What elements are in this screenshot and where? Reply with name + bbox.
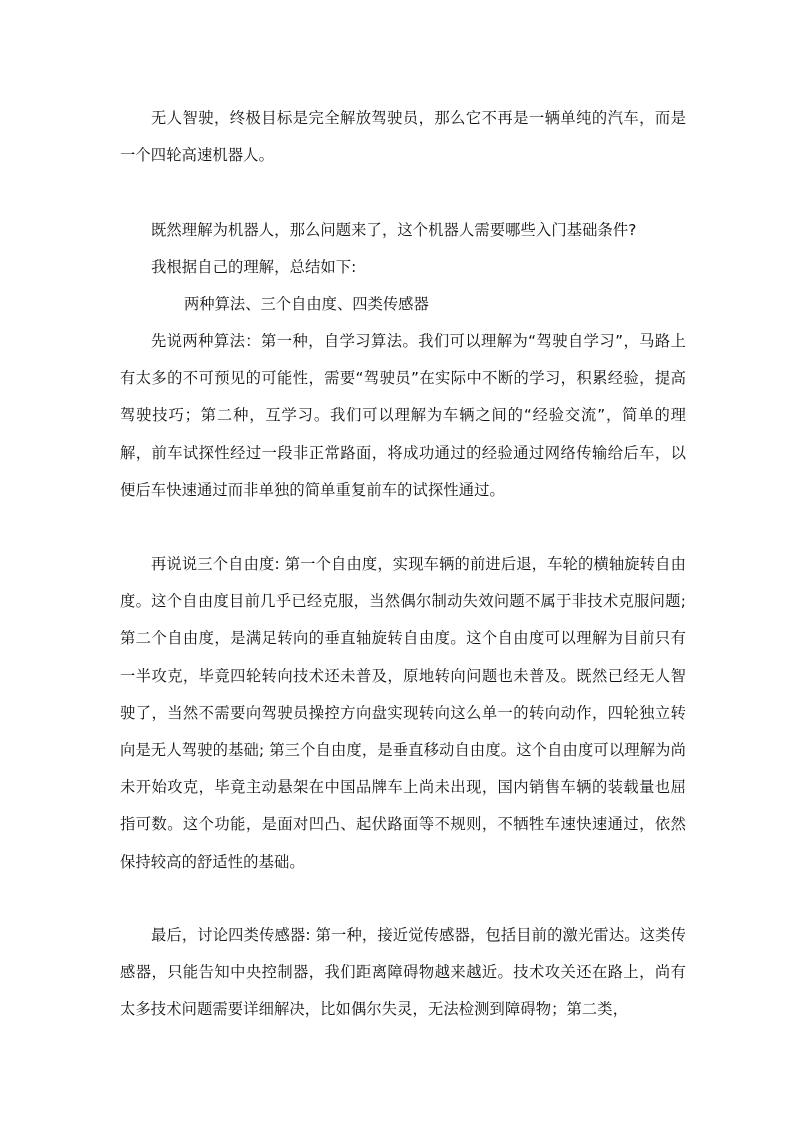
paragraph-question: 既然理解为机器人，那么问题来了，这个机器人需要哪些入门基础条件? <box>151 221 637 239</box>
paragraph-summary-lead: 我根据自己的理解，总结如下: <box>151 258 357 276</box>
paragraph-algorithms: 先说两种算法：第一种，自学习算法。我们可以理解为“驾驶自学习”，马路上有太多的不可预见的可能性，需要“驾驶员”在实际中不断的学习，积累经验，提高驾驶技巧；第二种，互学习。我们可以理解为车辆之间的“经验交流”，简单的理解，前车试探性经过一段非正常路面，将成功通过的经验通过网络传输给后车，以便后车快速通过而非单独的简单重复前车的试探性通过。 <box>120 332 686 499</box>
paragraph-degrees-of-freedom: 再说说三个自由度: 第一个自由度，实现车辆的前进后退，车轮的横轴旋转自由度。这个自由度目前几乎已经克服，当然偶尔制动失效问题不属于非技术克服问题; 第二个自由度，是满足转向的垂直轴旋转自由度。这个自由度可以理解为目前只有一半攻克，毕竟四轮转向技术还未普及，原地转向问题也未普及。既然已经无人智驶了，当然不需要向驾驶员操控方向盘实现转向这么单一的转向动作，四轮独立转向是无人驾驶的基础; 第三个自由度，是垂直移动自由度。这个自由度可以理解为尚未开始攻克，毕竟主动悬架在中国品牌车上尚未出现，国内销售车辆的装载量也屈指可数。这个功能，是面对凹凸、起伏路面等不规则，不牺牲车速快速通过，依然保持较高的舒适性的基础。 <box>120 555 686 871</box>
summary-heading: 两种算法、三个自由度、四类传感器 <box>184 295 429 313</box>
paragraph-sensors: 最后，讨论四类传感器: 第一种，接近觉传感器，包括目前的激光雷达。这类传感器，只能告知中央控制器，我们距离障碍物越来越近。技术攻关还在路上，尚有太多技术问题需要详细解决，比如偶尔失灵，无法检测到障碍物；第二类， <box>120 926 686 1019</box>
paragraph-intro: 无人智驶，终极目标是完全解放驾驶员，那么它不再是一辆单纯的汽车，而是一个四轮高速机器人。 <box>120 109 686 165</box>
